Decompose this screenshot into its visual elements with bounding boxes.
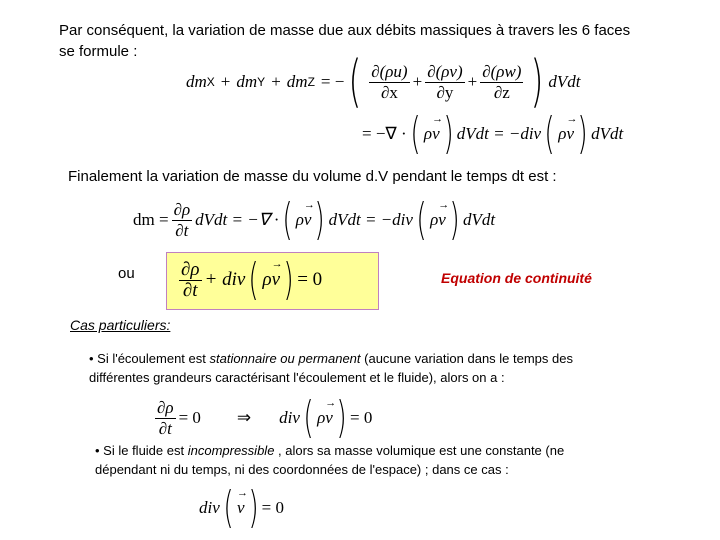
cas-particuliers-heading: Cas particuliers:	[70, 317, 171, 333]
bullet-incompressible	[95, 441, 564, 479]
equation-divergence: = −∇ · ( ρ → v ) dVdt = −div ( ρ → v ) dVdt	[362, 110, 623, 158]
intro-line-2: se formule :	[59, 43, 138, 60]
numerator: ∂(ρu)	[371, 61, 408, 81]
eq-op: = −	[320, 72, 345, 91]
fraction	[369, 62, 409, 103]
fraction	[155, 398, 176, 439]
denominator: ∂t	[158, 418, 172, 438]
denominator: ∂y	[436, 82, 454, 102]
numerator: ∂(ρw)	[482, 61, 522, 81]
bullet-stationary	[89, 349, 573, 387]
continuity-label: Equation de continuité	[441, 270, 592, 286]
final-text: Finalement la variation de masse du volume d.V pendant le temps dt est :	[68, 168, 557, 185]
eq-term: ρ	[430, 210, 439, 229]
eq-term: dVdt	[591, 124, 624, 143]
text: dépendant ni du temps, ni des coordonnées de l'espace) ; dans ce cas :	[95, 462, 509, 477]
ou-label: ou	[118, 265, 135, 282]
velocity-vector: → v	[432, 124, 440, 144]
fraction	[172, 200, 193, 241]
eq-op: +	[412, 72, 423, 91]
denominator: ∂t	[182, 279, 198, 301]
eq-term: ρ	[558, 124, 567, 143]
eq-op: = 0	[178, 408, 201, 427]
intro-line-1: Par conséquent, la variation de masse due aux débits massiques à travers les 6 faces	[59, 22, 631, 39]
denominator: ∂z	[493, 82, 510, 102]
velocity-vector: → v	[304, 210, 312, 230]
velocity-vector: → v	[272, 269, 280, 291]
fraction	[179, 260, 202, 301]
numerator: ∂ρ	[157, 397, 174, 417]
eq-op: = −∇ ·	[362, 124, 407, 143]
eq-op: dm =	[133, 210, 169, 229]
equation-incompressible: div ( → v ) = 0	[199, 484, 284, 532]
eq-term: dm	[236, 72, 258, 91]
eq-term: ρ	[262, 269, 272, 290]
equation-mass-flux: dm X + dm Y + dm Z = − ( $\frac{\partial(\rho u)}{\partial x}$ + $\frac{\partial(\rho v)}{\partial y}$ + $\frac{\partial(\rho w)}{\partial z}$ ) dVdt	[186, 49, 581, 114]
eq-term: dVdt	[548, 72, 581, 91]
emphasis: incompressible	[187, 443, 275, 458]
velocity-vector: → v	[325, 408, 333, 428]
equation-dm: dm = $\frac{\partial\rho}{\partial t}$ dVdt = −∇ · ( ρ → v ) dVdt = −div ( ρ → v ) dVdt	[133, 196, 495, 244]
eq-op: = 0	[261, 498, 285, 517]
eq-term: dm	[286, 72, 308, 91]
implies-arrow: ⇒	[236, 408, 252, 427]
eq-term: dVdt	[463, 210, 496, 229]
text: • Si le fluide est	[95, 443, 188, 458]
eq-term: + div	[204, 269, 246, 290]
eq-term: div	[199, 498, 220, 517]
continuity-equation: $\frac{\partial\rho}{\partial t}$ + div ( ρ → v ) = 0	[176, 256, 322, 304]
eq-op: +	[467, 72, 478, 91]
numerator: ∂(ρv)	[427, 61, 463, 81]
fraction	[480, 62, 523, 103]
text: différentes grandeurs caractérisant l'écoulement et le fluide), alors on a :	[89, 370, 505, 385]
numerator: ∂ρ	[181, 258, 200, 280]
text: (aucune variation dans le temps des	[360, 351, 573, 366]
equation-stationary: $\frac{\partial\rho}{\partial t}$ = 0 ⇒ div ( ρ → v ) = 0	[152, 396, 372, 440]
eq-term: dVdt = −div	[456, 124, 542, 143]
eq-op: +	[220, 72, 231, 91]
fraction	[425, 62, 464, 103]
velocity-vector: → v	[566, 124, 574, 144]
denominator: ∂x	[380, 82, 398, 102]
numerator: ∂ρ	[173, 199, 191, 219]
eq-term: dVdt = −div	[328, 210, 413, 229]
velocity-vector: → v	[237, 498, 245, 518]
emphasis: stationnaire ou permanent	[209, 351, 361, 366]
eq-sub: Z	[307, 75, 315, 89]
text: , alors sa masse volumique est une constante (ne	[274, 443, 565, 458]
eq-term: ρ	[423, 124, 433, 143]
velocity-vector: → v	[438, 210, 446, 230]
eq-op: = 0	[297, 269, 323, 290]
eq-term: ρ	[317, 408, 326, 427]
eq-term: div	[279, 408, 300, 427]
eq-term: dm	[186, 72, 207, 91]
eq-op: = 0	[350, 408, 373, 427]
eq-sub: X	[206, 75, 215, 89]
eq-term: dVdt = −∇ ·	[195, 210, 279, 229]
denominator: ∂t	[175, 220, 189, 240]
eq-term: ρ	[295, 210, 304, 229]
eq-sub: Y	[257, 75, 266, 89]
eq-op: +	[271, 72, 281, 91]
text: • Si l'écoulement est	[89, 351, 210, 366]
